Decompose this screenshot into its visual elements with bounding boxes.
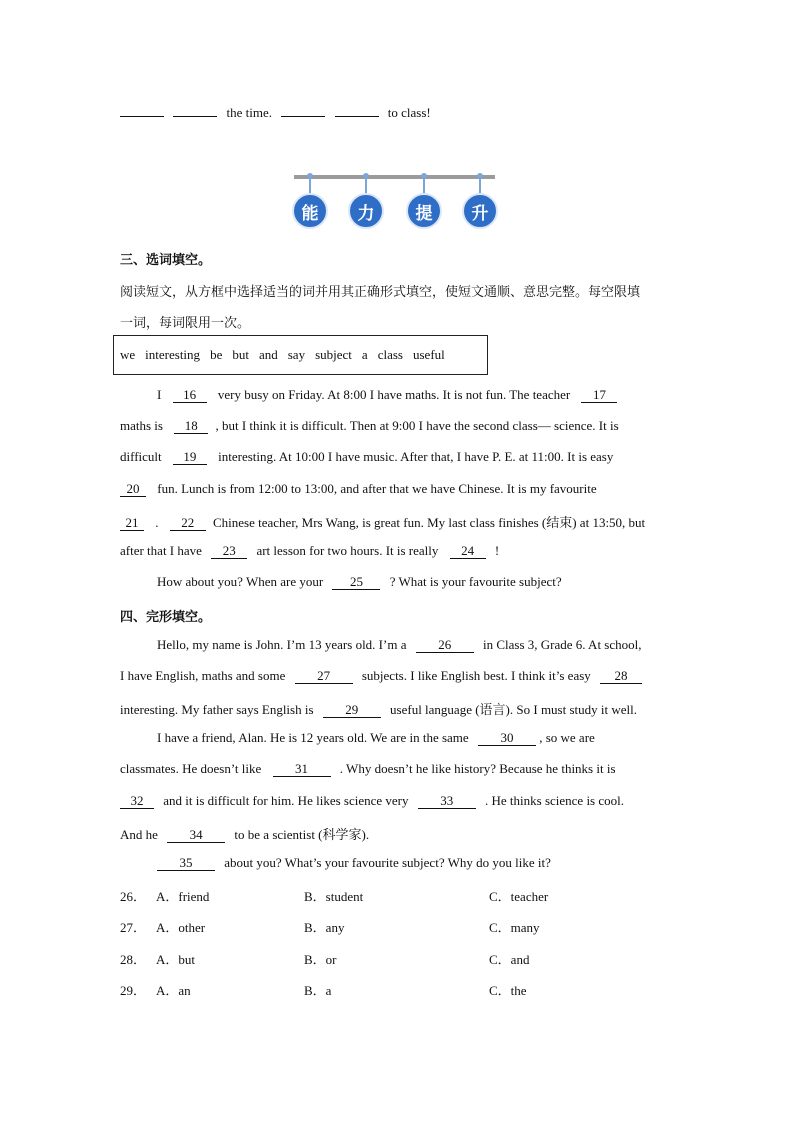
text: I xyxy=(157,387,162,402)
text: in Class 3, Grade 6. At school, xyxy=(482,637,642,652)
blank[interactable] xyxy=(335,116,379,117)
word-option: useful xyxy=(412,347,445,362)
blank[interactable] xyxy=(173,116,217,117)
passage-line xyxy=(120,855,551,871)
text: . Why doesn’t he like history? Because he thinks it is xyxy=(339,761,616,776)
blank-25[interactable]: 25 xyxy=(332,575,380,590)
passage-line xyxy=(120,387,617,403)
blank-21[interactable]: 21 xyxy=(120,516,144,531)
blank-35[interactable]: 35 xyxy=(157,856,215,871)
blank[interactable] xyxy=(120,116,164,117)
text: , but I think it is difficult. Then at 9:00 I have the second class— science. It is xyxy=(215,418,619,433)
text: and it is difficult for him. He likes science very xyxy=(163,793,409,808)
top-text-2: to class! xyxy=(387,105,431,120)
text: classmates. He doesn’t like xyxy=(120,761,262,776)
text: And he xyxy=(120,827,158,842)
blank-33[interactable]: 33 xyxy=(418,794,476,809)
blank-26[interactable]: 26 xyxy=(416,638,474,653)
top-fill-line xyxy=(120,105,431,121)
text: ? What is your favourite subject? xyxy=(389,574,562,589)
banner-pin xyxy=(423,175,425,195)
text: interesting. At 10:00 I have music. After that, I have P. E. at 11:00. It is easy xyxy=(218,449,614,464)
banner-badge: 力 xyxy=(348,193,384,229)
text: maths is xyxy=(120,418,163,433)
text: Hello, my name is John. I’m 13 years old. I’m a xyxy=(157,637,407,652)
banner-pin xyxy=(479,175,481,195)
passage-line xyxy=(120,761,616,777)
passage-line xyxy=(120,668,642,684)
text: about you? What’s your favourite subject? Why do you like it? xyxy=(224,855,551,870)
passage-line xyxy=(120,481,597,497)
blank-27[interactable]: 27 xyxy=(295,669,353,684)
option-c[interactable]: C．and xyxy=(489,952,530,967)
option-a[interactable]: A．friend xyxy=(156,889,210,904)
blank-19[interactable]: 19 xyxy=(173,450,207,465)
blank-22[interactable]: 22 xyxy=(170,516,206,531)
option-number: 28． xyxy=(120,952,147,967)
text: I have a friend, Alan. He is 12 years old. We are in the same xyxy=(157,730,469,745)
passage-line xyxy=(120,512,645,531)
text: art lesson for two hours. It is really xyxy=(256,543,439,558)
blank-17[interactable]: 17 xyxy=(581,388,617,403)
text: difficult xyxy=(120,449,162,464)
text: How about you? When are your xyxy=(157,574,324,589)
section-4-title: 四、完形填空。 xyxy=(120,610,212,625)
passage-line xyxy=(120,730,595,746)
blank-18[interactable]: 18 xyxy=(174,419,208,434)
option-number: 27． xyxy=(120,920,147,935)
blank-28[interactable]: 28 xyxy=(600,669,642,684)
blank-23[interactable]: 23 xyxy=(211,544,247,559)
ability-banner xyxy=(292,170,497,230)
word-option: be xyxy=(210,347,223,362)
text: , so we are xyxy=(539,730,595,745)
word-option: we xyxy=(120,347,136,362)
passage-line xyxy=(120,449,613,465)
blank-34[interactable]: 34 xyxy=(167,828,225,843)
banner-bar xyxy=(294,175,495,179)
word-box xyxy=(113,335,488,375)
text: very busy on Friday. At 8:00 I have maths. It is not fun. The teacher xyxy=(217,387,571,402)
word-option: class xyxy=(377,347,403,362)
text: . He thinks science is cool. xyxy=(485,793,624,808)
section-3-title: 三、选词填空。 xyxy=(120,253,212,268)
option-b[interactable]: B．a xyxy=(304,983,332,998)
passage-line xyxy=(120,637,642,653)
option-a[interactable]: A．an xyxy=(156,983,191,998)
passage-line xyxy=(120,418,619,434)
word-option: subject xyxy=(315,347,352,362)
section-3-instruction-2: 一词，每词限用一次。 xyxy=(120,316,251,331)
blank-31[interactable]: 31 xyxy=(273,762,331,777)
blank-29[interactable]: 29 xyxy=(323,703,381,718)
text: interesting. My father says English is xyxy=(120,702,314,717)
banner-badge: 升 xyxy=(462,193,498,229)
text: . xyxy=(155,515,159,530)
blank-20[interactable]: 20 xyxy=(120,482,146,497)
banner-badge: 提 xyxy=(406,193,442,229)
option-c[interactable]: C．many xyxy=(489,920,540,935)
banner-pin xyxy=(309,175,311,195)
text: subjects. I like English best. I think it’s easy xyxy=(361,668,591,683)
text: useful language (语言). So I must study it well. xyxy=(390,702,637,717)
word-option: say xyxy=(287,347,306,362)
word-option: but xyxy=(232,347,249,362)
blank-30[interactable]: 30 xyxy=(478,731,536,746)
banner-badge: 能 xyxy=(292,193,328,229)
option-number: 29． xyxy=(120,983,147,998)
passage-line xyxy=(120,543,499,559)
blank-32[interactable]: 32 xyxy=(120,794,154,809)
option-c[interactable]: C．the xyxy=(489,983,527,998)
text: Chinese teacher, Mrs Wang, is great fun. My last class finishes (结束) at 13:50, but xyxy=(213,515,646,530)
option-c[interactable]: C．teacher xyxy=(489,889,549,904)
text: to be a scientist (科学家). xyxy=(234,827,370,842)
section-3-instruction-1: 阅读短文，从方框中选择适当的词并用其正确形式填空，使短文通顺、意思完整。每空限填 xyxy=(120,285,641,300)
blank-16[interactable]: 16 xyxy=(173,388,207,403)
passage-line xyxy=(120,699,637,718)
passage-line xyxy=(120,793,624,809)
word-option: and xyxy=(258,347,278,362)
banner-pin xyxy=(365,175,367,195)
word-option: a xyxy=(361,347,368,362)
option-number: 26． xyxy=(120,889,147,904)
blank-24[interactable]: 24 xyxy=(450,544,486,559)
option-b[interactable]: B．or xyxy=(304,952,337,967)
blank[interactable] xyxy=(281,116,325,117)
text: after that I have xyxy=(120,543,202,558)
text: fun. Lunch is from 12:00 to 13:00, and after that we have Chinese. It is my favourite xyxy=(157,481,597,496)
passage-line xyxy=(120,824,369,843)
option-b[interactable]: B．student xyxy=(304,889,364,904)
option-a[interactable]: A．but xyxy=(156,952,196,967)
option-b[interactable]: B．any xyxy=(304,920,345,935)
option-a[interactable]: A．other xyxy=(156,920,206,935)
word-option: interesting xyxy=(145,347,201,362)
passage-line xyxy=(120,574,562,590)
text: ! xyxy=(494,543,500,558)
top-text-1: the time. xyxy=(226,105,272,120)
text: I have English, maths and some xyxy=(120,668,286,683)
